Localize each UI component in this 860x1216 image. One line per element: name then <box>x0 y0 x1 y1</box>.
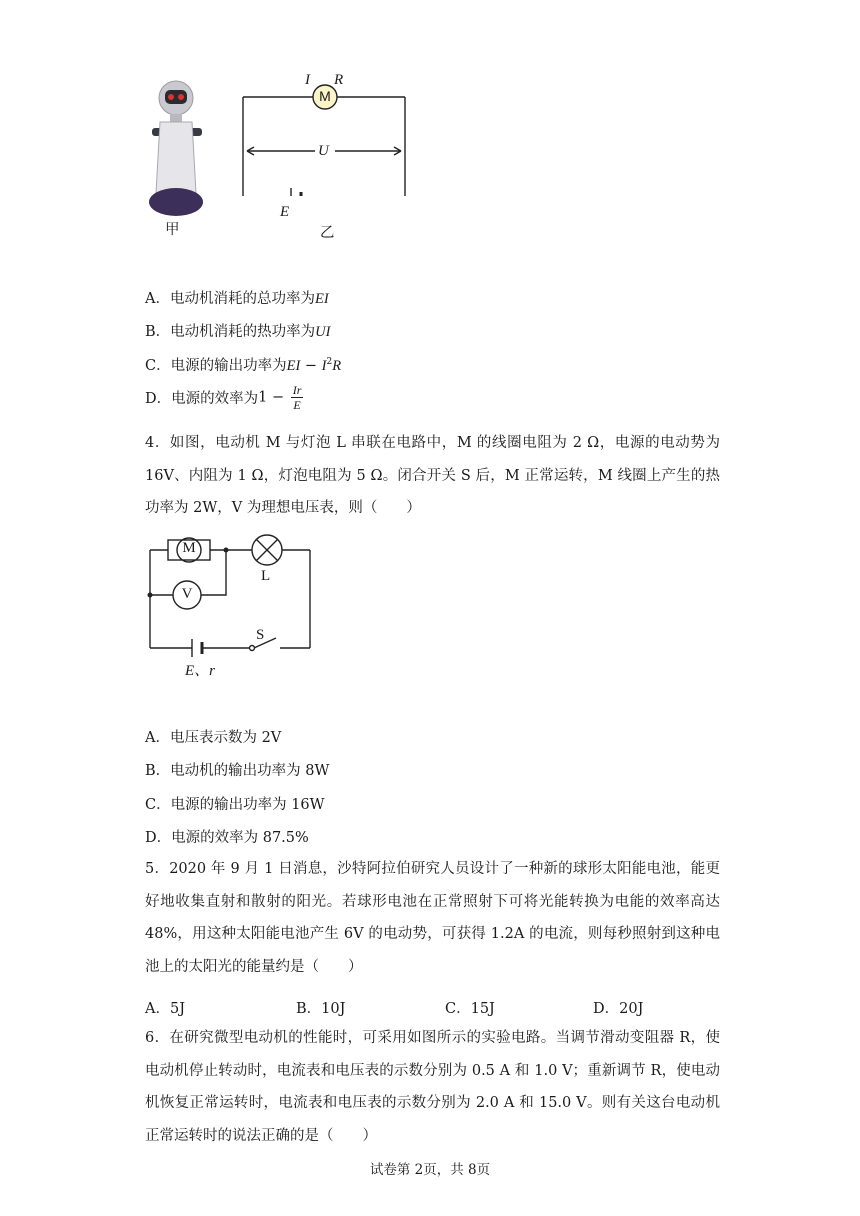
q4-option-a: A．电压表示数为 2V <box>145 730 282 746</box>
q3-option-c: C．电源的输出功率为EI − $I^2R$ <box>145 357 342 374</box>
fraction-ir-over-e: $\frac{Ir}{E}$ <box>292 383 302 412</box>
q4-source-label: E、r <box>185 663 216 679</box>
q6-stem: 6．在研究微型电动机的性能时，可采用如图所示的实验电路。当调节滑动变阻器 R，使电动机停止转动时，电流表和电压表的示数分别为 0.5 A 和 1.0 V；重新调节 R，使电动机恢复正常运转时，电流表和电压表的示数分别为 2.0 A 和 15.0 V。则有关这台电动机正常运转时的说法正确的是（ ） <box>145 1030 720 1144</box>
q3-option-b: B．电动机消耗的热功率为UI <box>145 324 331 340</box>
motor-symbol: M <box>319 88 331 104</box>
circuit-figure-motor-lamp <box>140 530 330 665</box>
q3-option-a: A．电动机消耗的总功率为EI <box>145 291 329 307</box>
q5-option-b: B．10J <box>296 1001 346 1017</box>
q5-option-c: C．15J <box>445 1001 495 1017</box>
q5-stem: 5．2020 年 9 月 1 日消息，沙特阿拉伯研究人员设计了一种新的球形太阳能电池，能更好地收集直射和散射的阳光。若球形电池在正常照射下可将光能转换为电能的效率高达 48%，用这种太阳能电池产生 6V 的电动势，可获得 1.2A 的电流，则每秒照射到这种电池上的太阳光的能量约是（ ） <box>145 861 720 975</box>
circuit-figure-motor <box>235 66 415 196</box>
label-yi: 乙 <box>320 225 335 241</box>
label-R: R <box>334 72 344 88</box>
q4-option-d: D．电源的效率为 87.5% <box>145 830 309 846</box>
q5-option-a: A．5J <box>145 1001 186 1017</box>
label-E: E <box>280 204 290 220</box>
q4-switch-label: S <box>256 627 265 643</box>
q4-motor-label: M <box>182 540 196 556</box>
q3-option-d: D．电源的效率为1 − $\frac{Ir}{E}$ <box>145 383 302 412</box>
label-jia: 甲 <box>165 222 180 238</box>
q4-voltmeter-label: V <box>181 586 193 602</box>
label-U: U <box>318 143 329 159</box>
q5-option-d: D．20J <box>593 1001 644 1017</box>
page-footer: 试卷第 2页，共 8页 <box>369 1162 491 1178</box>
q4-option-b: B．电动机的输出功率为 8W <box>145 763 330 779</box>
q4-lamp-label: L <box>261 568 271 584</box>
q4-stem: 4．如图，电动机 M 与灯泡 L 串联在电路中，M 的线圈电阻为 2 Ω，电源的电动势为 16V、内阻为 1 Ω，灯泡电阻为 5 Ω。闭合开关 S 后，M 正常运转，M 线圈上产生的热功率为 2W，V 为理想电压表，则（ ） <box>145 435 720 516</box>
q4-option-c: C．电源的输出功率为 16W <box>145 797 325 813</box>
robot-figure <box>140 78 210 218</box>
label-I: I <box>305 72 310 88</box>
